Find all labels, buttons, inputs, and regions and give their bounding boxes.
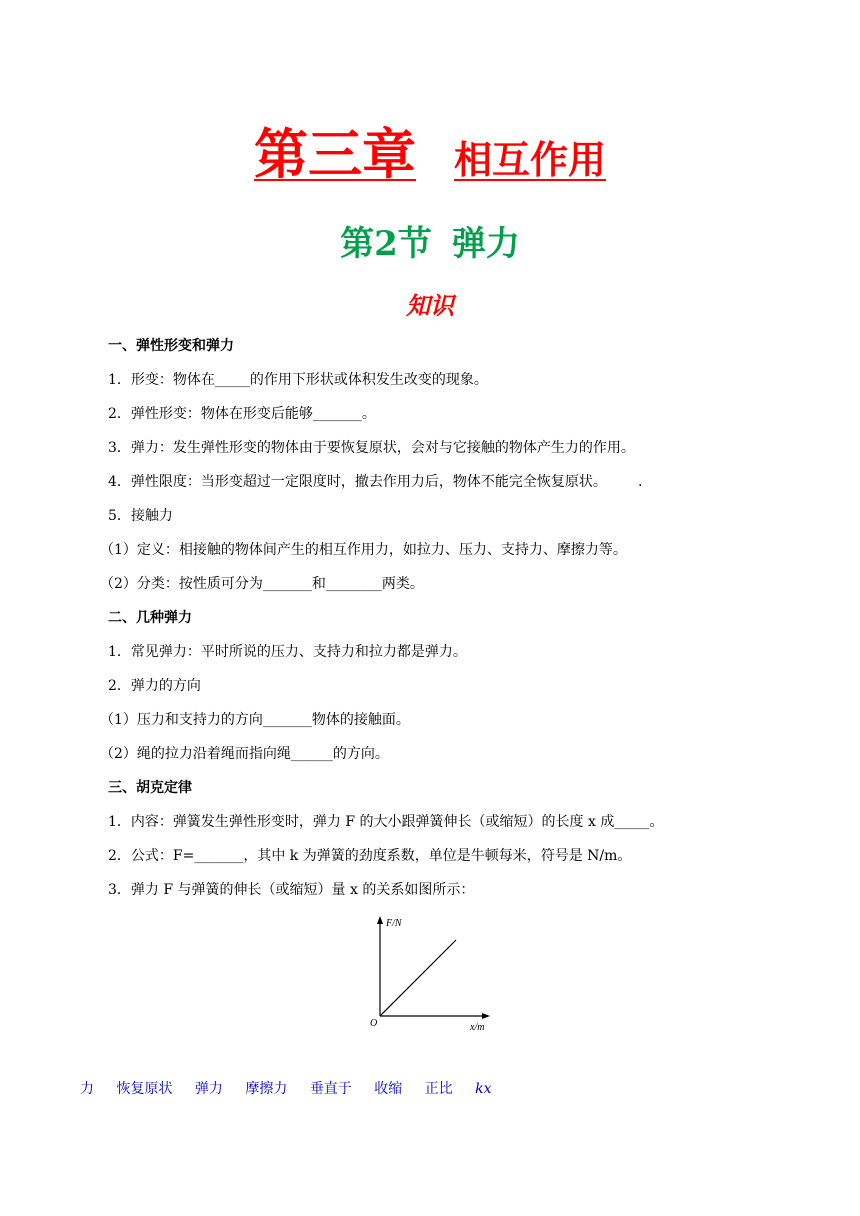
text-line: 2．弹性形变：物体在形变后能够_______。 bbox=[108, 406, 376, 422]
section-name: 弹力 bbox=[451, 224, 520, 264]
origin-label: O bbox=[370, 1018, 378, 1029]
chapter-title bbox=[0, 112, 860, 189]
text-line: 4．弹性限度：当形变超过一定限度时，撤去作用力后，物体不能完全恢复原状。 . bbox=[108, 474, 643, 490]
section-title bbox=[0, 216, 860, 265]
text-line: 3．弹力 F 与弹簧的伸长（或缩短）量 x 的关系如图所示： bbox=[108, 882, 475, 898]
text-line: 1．内容：弹簧发生弹性形变时，弹力 F 的大小跟弹簧伸长（或缩短）的长度 x 成_____。 bbox=[108, 814, 664, 830]
knowledge-label: 知识 bbox=[406, 291, 454, 320]
text-line: （2）绳的拉力沿着绳而指向绳______的方向。 bbox=[100, 746, 389, 762]
answer: 摩擦力 bbox=[245, 1081, 288, 1097]
heading-elastic-deformation: 一、弹性形变和弹力 bbox=[108, 338, 234, 354]
text-line: 3．弹力：发生弹性形变的物体由于要恢复原状，会对与它接触的物体产生力的作用。 bbox=[108, 440, 635, 456]
heading-hookes-law: 三、胡克定律 bbox=[108, 780, 192, 796]
chapter-name: 相互作用 bbox=[453, 137, 606, 182]
section-number: 第2节 bbox=[340, 224, 432, 264]
x-axis-arrow bbox=[482, 1013, 490, 1019]
answer: 弹力 bbox=[194, 1081, 223, 1097]
x-axis-label: x/m bbox=[470, 1022, 485, 1032]
answer: kx bbox=[475, 1081, 492, 1097]
answer: 收缩 bbox=[374, 1081, 403, 1097]
text-line: 1．常见弹力：平时所说的压力、支持力和拉力都是弹力。 bbox=[108, 644, 467, 660]
force-extension-graph bbox=[366, 912, 496, 1032]
answer: 恢复原状 bbox=[116, 1081, 173, 1097]
text-line: 1．形变：物体在_____的作用下形状或体积发生改变的现象。 bbox=[108, 372, 488, 388]
chapter-number: 第三章 bbox=[253, 122, 416, 186]
heading-elastic-forces: 二、几种弹力 bbox=[108, 610, 192, 626]
answer: 正比 bbox=[424, 1081, 453, 1097]
text-line: 2．公式：F=_______，其中 k 为弹簧的劲度系数，单位是牛顿每米，符号是 N/m。 bbox=[108, 848, 632, 864]
text-line: 2．弹力的方向 bbox=[108, 678, 201, 694]
text-line: 5．接触力 bbox=[108, 508, 173, 524]
answer: 垂直于 bbox=[309, 1081, 352, 1097]
text-line: （2）分类：按性质可分为_______和________两类。 bbox=[100, 576, 424, 592]
hooke-line bbox=[380, 940, 456, 1016]
y-axis-label: F/N bbox=[386, 918, 402, 929]
answer: 力 bbox=[80, 1081, 94, 1097]
y-axis-arrow bbox=[377, 916, 383, 924]
answer-key bbox=[80, 1078, 510, 1098]
text-line: （1）压力和支持力的方向_______物体的接触面。 bbox=[100, 712, 410, 728]
text-line: （1）定义：相接触的物体间产生的相互作用力，如拉力、压力、支持力、摩擦力等。 bbox=[100, 542, 627, 558]
